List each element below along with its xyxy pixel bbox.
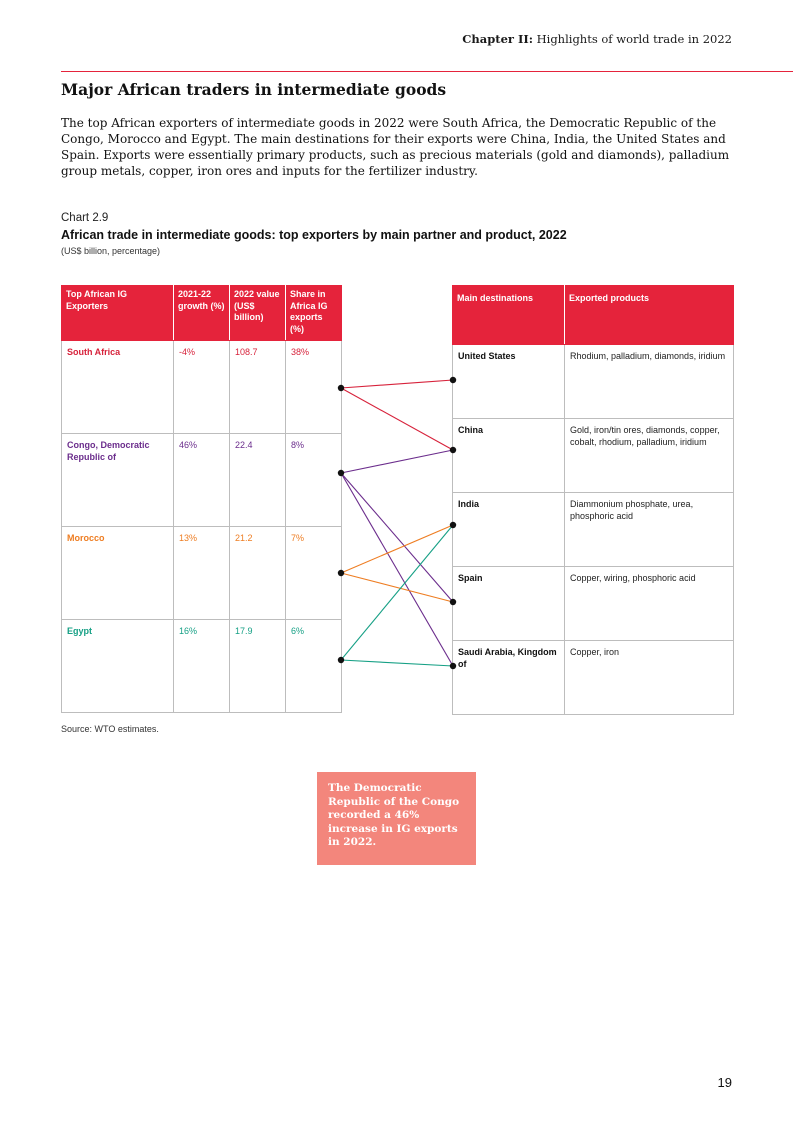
exporter-value: 17.9 bbox=[230, 620, 286, 713]
destination-name: India bbox=[453, 493, 565, 567]
chart-title: African trade in intermediate goods: top exporters by main partner and product, 2022 bbox=[61, 228, 567, 242]
link-congo-to-spain bbox=[341, 473, 453, 602]
destination-products: Rhodium, palladium, diamonds, iridium bbox=[565, 345, 734, 419]
destination-name: Saudi Arabia, Kingdom of bbox=[453, 641, 565, 715]
link-morocco-to-india bbox=[341, 525, 453, 573]
table-row bbox=[453, 641, 734, 715]
exporter-share: 8% bbox=[286, 434, 342, 527]
exporter-share: 7% bbox=[286, 527, 342, 620]
exporter-growth: -4% bbox=[174, 341, 230, 434]
destination-products: Copper, wiring, phosphoric acid bbox=[565, 567, 734, 641]
chapter-title: Highlights of world trade in 2022 bbox=[536, 32, 732, 46]
destination-name: Spain bbox=[453, 567, 565, 641]
destinations-table bbox=[452, 285, 734, 715]
exporter-name: Egypt bbox=[62, 620, 174, 713]
destination-name: China bbox=[453, 419, 565, 493]
section-title: Major African traders in intermediate goods bbox=[61, 80, 447, 99]
link-morocco-to-spain bbox=[341, 573, 453, 602]
header-growth: 2021-22 growth (%) bbox=[174, 286, 230, 341]
link-south-africa-to-united-states bbox=[341, 380, 453, 388]
link-congo-to-saudi-arabia bbox=[341, 473, 453, 666]
exporter-name: Congo, Democratic Republic of bbox=[62, 434, 174, 527]
callout-box: The Democratic Republic of the Congo recorded a 46% increase in IG exports in 2022. bbox=[317, 772, 476, 865]
header-products: Exported products bbox=[565, 286, 734, 345]
header-destinations: Main destinations bbox=[453, 286, 565, 345]
exporter-value: 108.7 bbox=[230, 341, 286, 434]
running-head bbox=[462, 32, 732, 46]
link-congo-to-china bbox=[341, 450, 453, 473]
intro-paragraph: The top African exporters of intermediate goods in 2022 were South Africa, the Democratic Republic of the Congo, Morocco and Egypt. The main destinations for their exports were China, India, the United States and Spain. Exports were essentially primary products, such as precious materials (gold and diamonds), palladium group metals, copper, iron ores and inputs for the fertilizer industry. bbox=[61, 116, 730, 178]
exporters-table bbox=[61, 285, 342, 713]
header-share: Share in Africa IG exports (%) bbox=[286, 286, 342, 341]
exporter-growth: 13% bbox=[174, 527, 230, 620]
exporter-growth: 16% bbox=[174, 620, 230, 713]
destination-name: United States bbox=[453, 345, 565, 419]
destination-products: Gold, iron/tin ores, diamonds, copper, cobalt, rhodium, palladium, iridium bbox=[565, 419, 734, 493]
destination-products: Copper, iron bbox=[565, 641, 734, 715]
exporters-header-row bbox=[62, 286, 342, 341]
exporter-name: Morocco bbox=[62, 527, 174, 620]
table-row bbox=[453, 567, 734, 641]
link-egypt-to-india bbox=[341, 525, 453, 660]
table-row bbox=[453, 345, 734, 419]
table-row bbox=[62, 620, 342, 713]
header-rule bbox=[61, 71, 793, 72]
table-row bbox=[453, 493, 734, 567]
header-exporters: Top African IG Exporters bbox=[62, 286, 174, 341]
destinations-header-row bbox=[453, 286, 734, 345]
chart-number: Chart 2.9 bbox=[61, 212, 109, 224]
exporter-name: South Africa bbox=[62, 341, 174, 434]
link-south-africa-to-china bbox=[341, 388, 453, 450]
table-row bbox=[62, 341, 342, 434]
table-row bbox=[62, 527, 342, 620]
table-row bbox=[453, 419, 734, 493]
destination-products: Diammonium phosphate, urea, phosphoric acid bbox=[565, 493, 734, 567]
page-number: 19 bbox=[717, 1075, 732, 1090]
link-egypt-to-saudi-arabia bbox=[341, 660, 453, 666]
exporter-share: 38% bbox=[286, 341, 342, 434]
source-note: Source: WTO estimates. bbox=[61, 724, 159, 734]
exporter-value: 21.2 bbox=[230, 527, 286, 620]
chapter-label: Chapter II: bbox=[462, 32, 533, 46]
header-value: 2022 value (US$ billion) bbox=[230, 286, 286, 341]
exporter-share: 6% bbox=[286, 620, 342, 713]
exporter-value: 22.4 bbox=[230, 434, 286, 527]
table-row bbox=[62, 434, 342, 527]
chart-units: (US$ billion, percentage) bbox=[61, 246, 161, 256]
exporter-growth: 46% bbox=[174, 434, 230, 527]
